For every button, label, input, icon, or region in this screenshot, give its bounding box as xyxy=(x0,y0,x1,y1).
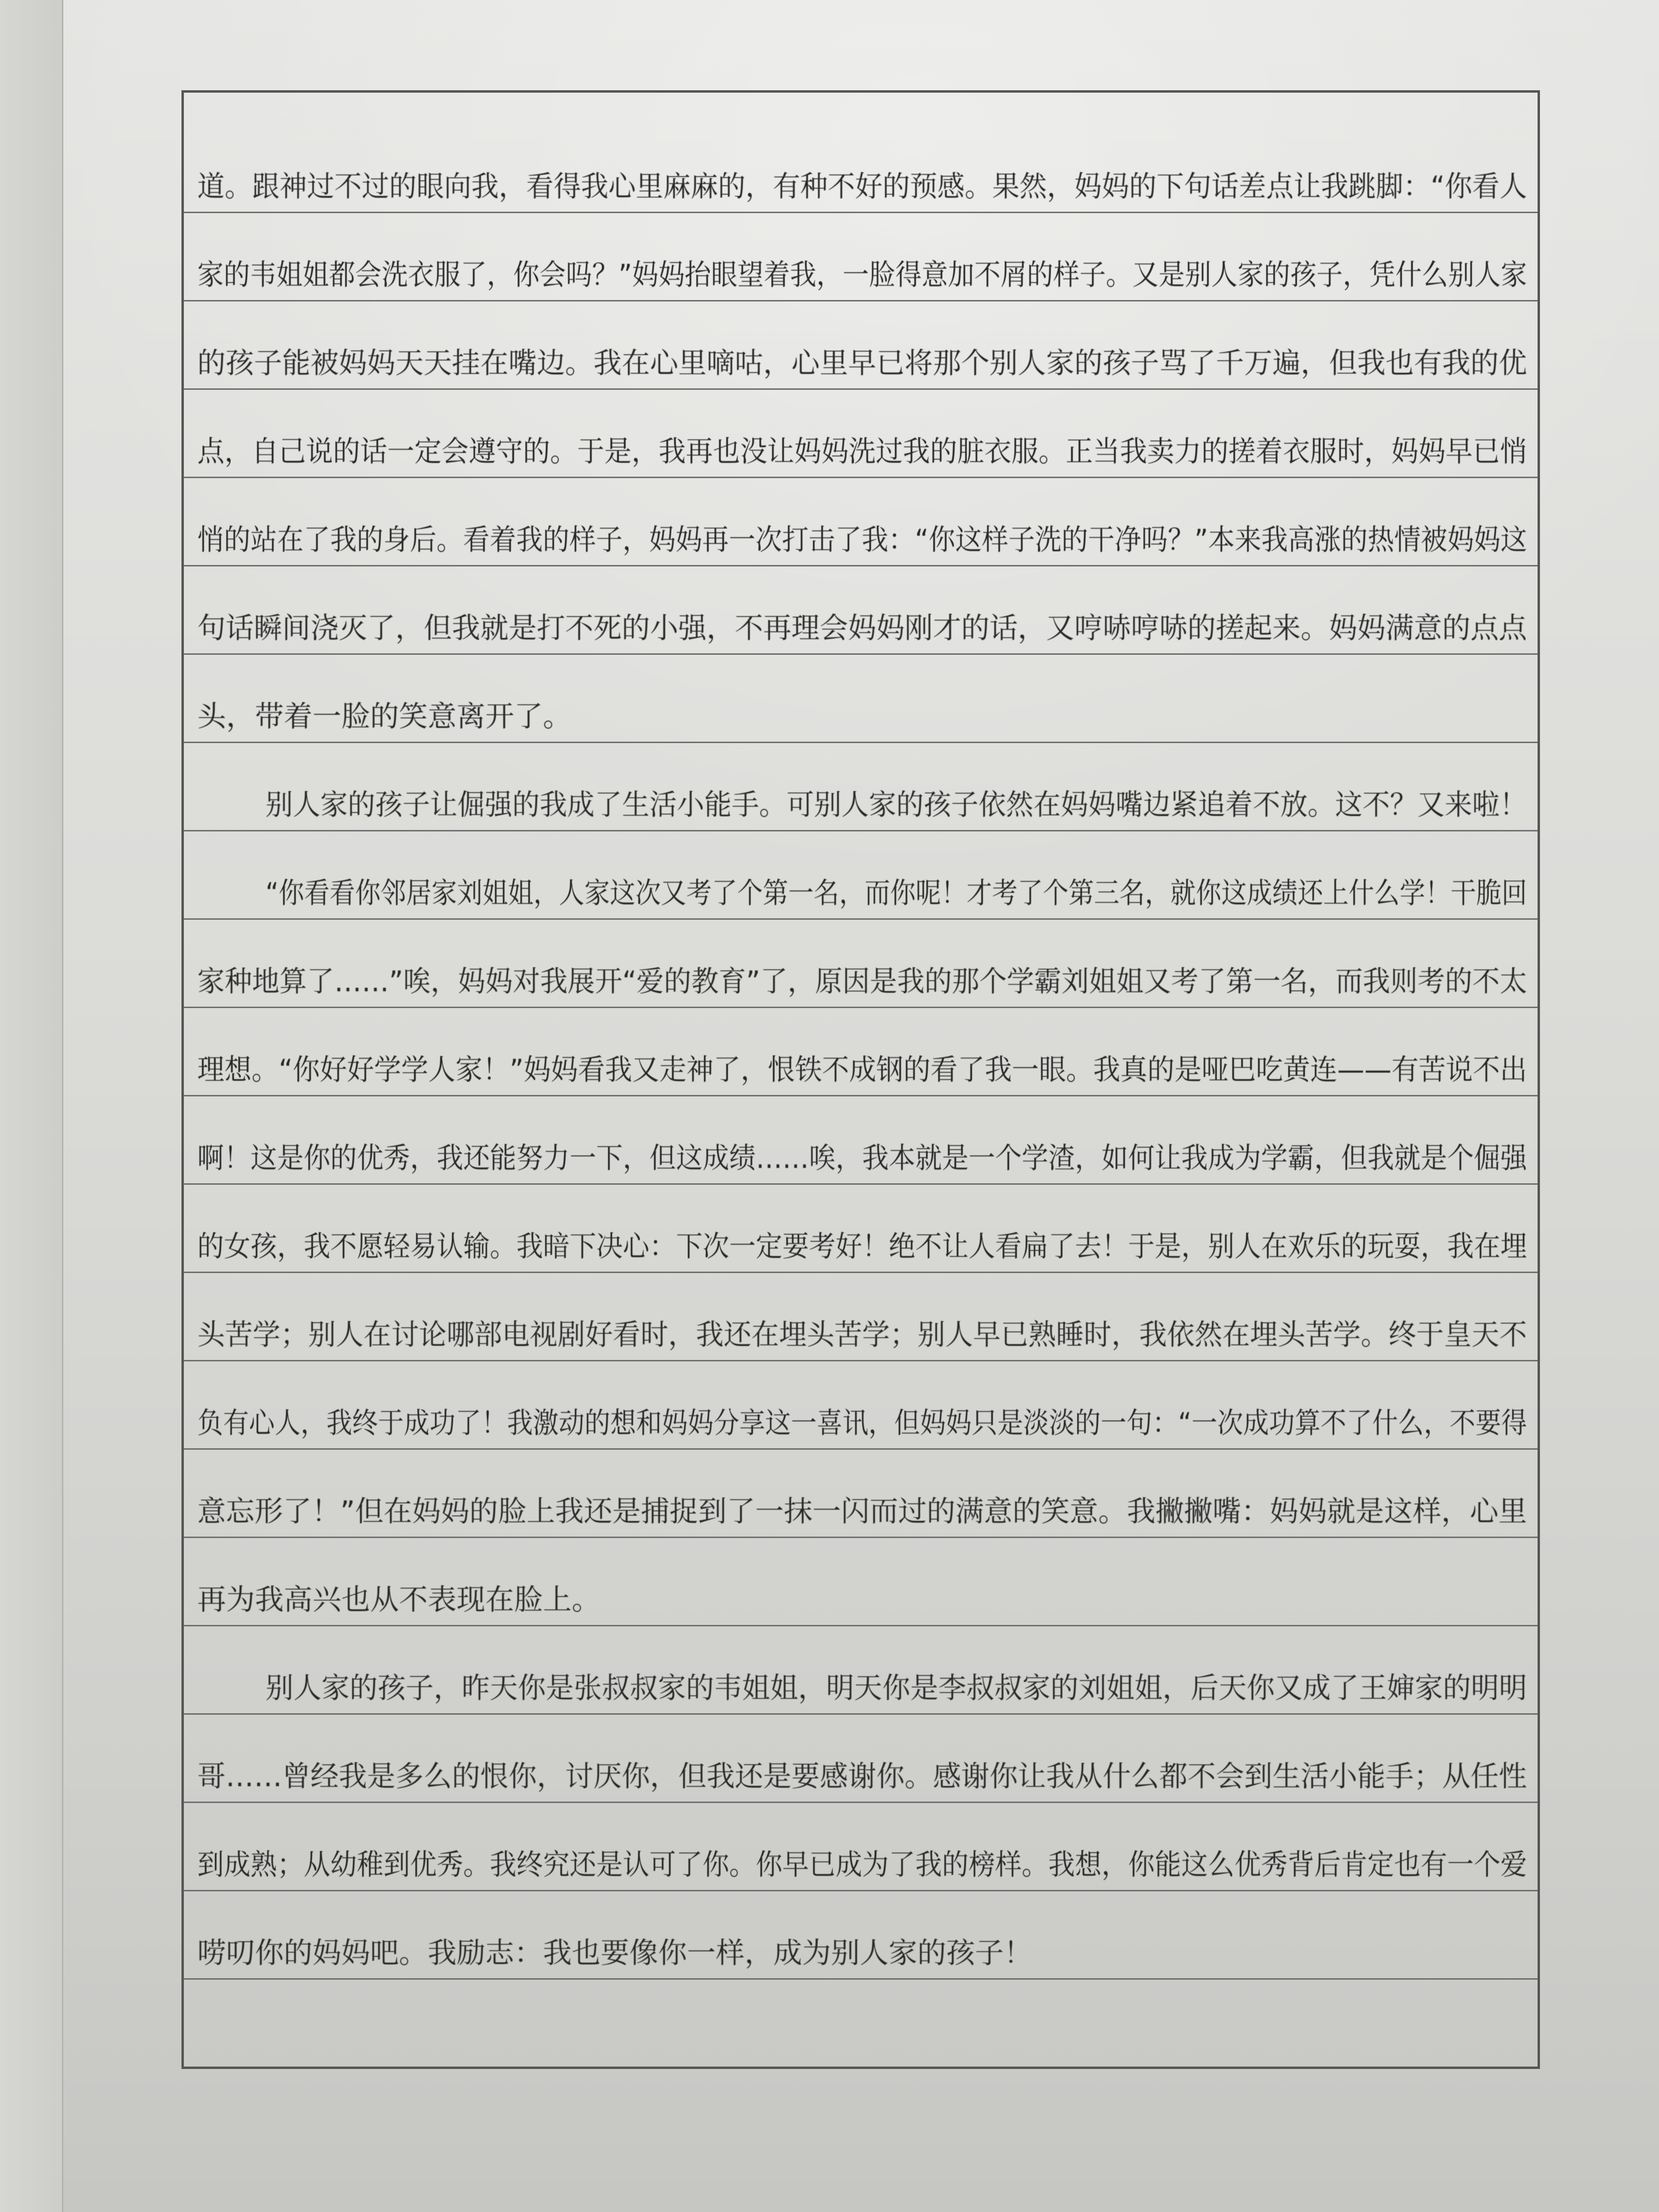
essay-line-text: 哥……曾经我是多么的恨你，讨厌你，但我还是要感谢你。感谢你让我从什么都不会到生活小能手；从任性 xyxy=(197,1760,1527,1793)
essay-line-text: 唠叨你的妈妈吧。我励志：我也要像你一样，成为别人家的孩子！ xyxy=(197,1936,1033,1970)
underlying-sheet-edge xyxy=(0,0,63,2212)
essay-line xyxy=(184,655,1538,743)
essay-line-text: 再为我高兴也从不表现在脸上。 xyxy=(197,1583,601,1617)
essay-paragraph-start xyxy=(184,1626,1538,1715)
essay-line xyxy=(184,1803,1538,1891)
essay-line-text: 点，自己说的话一定会遵守的。于是，我再也没让妈妈洗过我的脏衣服。正当我卖力的搓着衣服时，妈妈早已悄 xyxy=(197,435,1527,469)
essay-line-text: 啊！这是你的优秀，我还能努力一下，但这成绩……唉，我本就是一个学渣，如何让我成为学霸，但我就是个倔强 xyxy=(197,1142,1527,1175)
essay-line xyxy=(184,1096,1538,1185)
essay-line xyxy=(184,390,1538,478)
essay-line-text: 句话瞬间浇灭了，但我就是打不死的小强，不再理会妈妈刚才的话，又哼哧哼哧的搓起来。妈妈满意的点点 xyxy=(197,612,1527,645)
essay-line-text: 负有心人，我终于成功了！我激动的想和妈妈分享这一喜讯，但妈妈只是淡淡的一句：“一次成功算不了什么，不要得 xyxy=(197,1407,1527,1440)
essay-line xyxy=(184,213,1538,301)
essay-line-text: 家的韦姐姐都会洗衣服了，你会吗？”妈妈抬眼望着我，一脸得意加不屑的样子。又是别人家的孩子，凭什么别人家 xyxy=(197,258,1527,292)
essay-line-text: 头苦学；别人在讨论哪部电视剧好看时，我还在埋头苦学；别人早已熟睡时，我依然在埋头苦学。终于皇天不 xyxy=(197,1318,1527,1352)
essay-line xyxy=(184,478,1538,566)
essay-line xyxy=(184,920,1538,1008)
essay-line xyxy=(184,1185,1538,1273)
essay-line-text: 别人家的孩子让倔强的我成了生活小能手。可别人家的孩子依然在妈妈嘴边紧追着不放。这不？又来啦！ xyxy=(265,788,1527,822)
essay-line-text: 意忘形了！”但在妈妈的脸上我还是捕捉到了一抹一闪而过的满意的笑意。我撇撇嘴：妈妈就是这样，心里 xyxy=(197,1495,1527,1528)
essay-paragraph-start xyxy=(184,743,1538,831)
essay-line-text: 到成熟；从幼稚到优秀。我终究还是认可了你。你早已成为了我的榜样。我想，你能这么优秀背后肯定也有一个爱 xyxy=(197,1848,1527,1882)
essay-line xyxy=(184,1361,1538,1450)
essay-line-text: “你看看你邻居家刘姐姐，人家这次又考了个第一名，而你呢！才考了个第三名，就你这成绩还上什么学！干脆回 xyxy=(265,877,1527,910)
essay-line-text: 的女孩，我不愿轻易认输。我暗下决心：下次一定要考好！绝不让人看扁了去！于是，别人在欢乐的玩耍，我在埋 xyxy=(197,1230,1527,1263)
essay-line-text: 理想。“你好好学学人家！”妈妈看我又走神了，恨铁不成钢的看了我一眼。我真的是哑巴吃黄连——有苦说不出 xyxy=(197,1053,1527,1087)
essay-line xyxy=(184,125,1538,213)
essay-line xyxy=(184,1715,1538,1803)
writing-box xyxy=(181,90,1540,2069)
essay-line xyxy=(184,1008,1538,1096)
essay-line xyxy=(184,566,1538,655)
essay-line xyxy=(184,301,1538,390)
essay-line-text: 头，带着一脸的笑意离开了。 xyxy=(197,700,572,733)
essay-line-text: 道。跟神过不过的眼向我，看得我心里麻麻的，有种不好的预感。果然，妈妈的下句话差点让我跳脚：“你看人 xyxy=(197,170,1527,204)
essay-line-text: 悄的站在了我的身后。看着我的样子，妈妈再一次打击了我：“你这样子洗的干净吗？”本来我高涨的热情被妈妈这 xyxy=(197,523,1527,557)
essay-line xyxy=(184,1273,1538,1361)
essay-line-text: 的孩子能被妈妈天天挂在嘴边。我在心里嘀咕，心里早已将那个别人家的孩子骂了千万遍，但我也有我的优 xyxy=(197,347,1527,380)
essay-paragraph-start xyxy=(184,831,1538,920)
essay-line-text: 别人家的孩子，昨天你是张叔叔家的韦姐姐，明天你是李叔叔家的刘姐姐，后天你又成了王婶家的明明 xyxy=(265,1671,1527,1705)
essay-line xyxy=(184,1891,1538,1980)
essay-line xyxy=(184,1450,1538,1538)
essay-line-text: 家种地算了……”唉，妈妈对我展开“爱的教育”了，原因是我的那个学霸刘姐姐又考了第一名，而我则考的不太 xyxy=(197,965,1527,998)
essay-line xyxy=(184,1538,1538,1626)
